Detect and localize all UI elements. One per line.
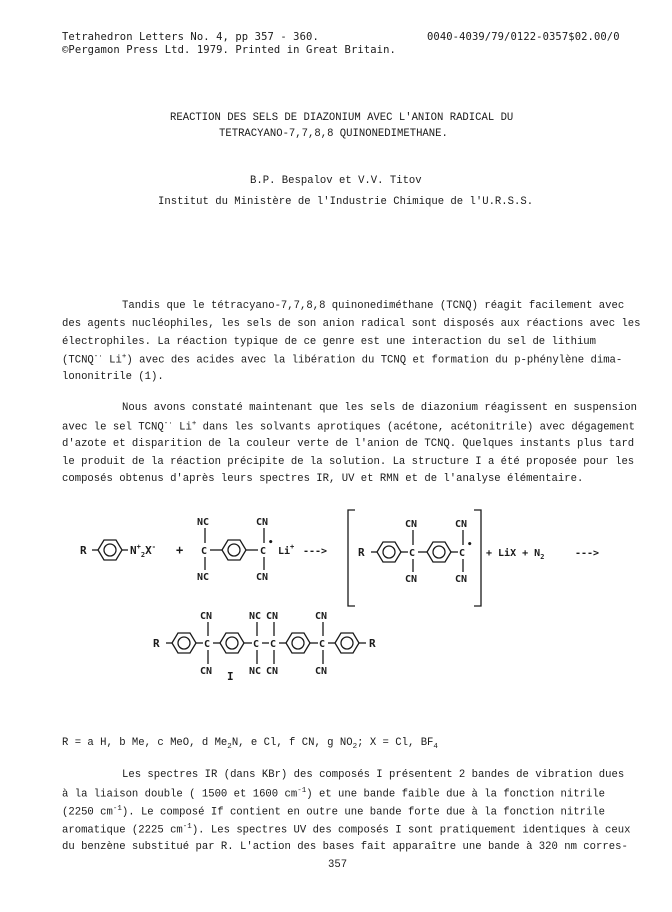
reaction-arrow-2: --->	[575, 548, 600, 559]
cn-label: CN	[266, 611, 279, 622]
para1-line-3: électrophiles. La réaction typique de ce genre est une interaction du sel de lithium	[62, 336, 597, 348]
plus-sign: +	[176, 543, 184, 557]
reaction-scheme	[0, 500, 672, 690]
affiliation: Institut du Ministère de l'Industrie Chimique de l'U.R.S.S.	[158, 196, 534, 208]
cn-label: CN	[266, 666, 279, 677]
para3-line-2: à la liaison double ( 1500 et 1600 $cm^{-1}$) et une bande faible due à la fonction nitrile	[62, 787, 606, 801]
c-atom: C	[204, 639, 211, 650]
para2-line-4: le produit de la réaction précipite de la solution. La structure I a été proposée pour les	[62, 456, 635, 468]
para3-line-3: (2250 $cm^{-1}$). Le composé If contient en outre une bande forte due à la fonction nitrile	[62, 805, 606, 819]
cn-label: CN	[256, 517, 269, 528]
cn-label: CN	[200, 611, 213, 622]
cn-label: CN	[405, 574, 418, 585]
compound-label: I	[227, 670, 234, 683]
title-line-1: REACTION DES SELS DE DIAZONIUM AVEC L'ANION RADICAL DU	[170, 112, 514, 124]
bracket-left	[348, 510, 355, 606]
para2-line-5: composés obtenus d'après leurs spectres IR, UV et RMN et de l'analyse élémentaire.	[62, 473, 584, 485]
para3-line-5: du benzène substitué par R. L'action des bases fait apparaître une bande à 320 nm corres-	[62, 841, 628, 853]
article-code: 0040-4039/79/0122-0357$02.00/0	[427, 31, 620, 43]
para2-line-3: d'azote et disparition de la couleur verte de l'anion de TCNQ. Quelques instants plus tard	[62, 438, 635, 450]
benzene-ring	[377, 542, 401, 562]
benzene-ring	[172, 633, 196, 653]
nc-label: NC	[249, 611, 262, 622]
bracket-right	[474, 510, 481, 606]
c-atom: C	[253, 639, 260, 650]
cn-label: CN	[455, 574, 468, 585]
para1-line-1: Tandis que le tétracyano-7,7,8,8 quinonediméthane (TCNQ) réagit facilement avec	[122, 300, 625, 312]
para1-line-4: (TCNQ-· Li+) avec des acides avec la libération du TCNQ et formation du p-phénylène dima-	[62, 353, 623, 367]
cn-label: CN	[315, 611, 328, 622]
c-atom: C	[201, 546, 208, 557]
para1-line-5: lononitrile (1).	[62, 371, 164, 383]
r-substituent: R	[80, 544, 87, 557]
para1-line-2: des agents nucléophiles, les sels de son anion radical sont disposés aux réactions avec les	[62, 318, 641, 330]
copyright-line: ©Pergamon Press Ltd. 1979. Printed in Great Britain.	[62, 44, 396, 56]
cn-label: CN	[315, 666, 328, 677]
cn-label: CN	[405, 519, 418, 530]
para2-line-1: Nous avons constaté maintenant que les sels de diazonium réagissent en suspension	[122, 402, 637, 414]
c-atom: C	[409, 548, 416, 559]
benzene-ring	[220, 633, 244, 653]
cn-label: CN	[256, 572, 269, 583]
authors: B.P. Bespalov et V.V. Titov	[250, 175, 422, 187]
aromatic-circle	[104, 544, 116, 556]
c-atom: C	[260, 546, 267, 557]
para3-line-1: Les spectres IR (dans KBr) des composés I présentent 2 bandes de vibration dues	[122, 769, 625, 781]
cn-label: CN	[455, 519, 468, 530]
substituent-definitions: R = a H, b Me, c MeO, d $Me_2N$, e Cl, f CN, g $NO_2$; X = Cl, $BF_4$	[62, 737, 438, 752]
radical-dot: •	[467, 540, 473, 550]
c-atom: C	[459, 548, 466, 559]
byproducts: + LiX + $N_2$	[486, 548, 545, 561]
nc-label: NC	[197, 572, 210, 583]
c-atom: C	[270, 639, 277, 650]
benzene-ring	[222, 540, 246, 560]
benzene-ring	[98, 540, 122, 560]
nc-label: NC	[249, 666, 262, 677]
cn-label: CN	[200, 666, 213, 677]
benzene-ring	[427, 542, 451, 562]
journal-citation: Tetrahedron Letters No. 4, pp 357 - 360.	[62, 31, 319, 43]
reaction-arrow-1: --->	[303, 546, 328, 557]
nc-label: NC	[197, 517, 210, 528]
r-substituent: R	[153, 637, 160, 650]
page-number: 357	[328, 859, 348, 871]
para2-line-2: avec le sel TCNQ-· Li+ dans les solvants aprotiques (acétone, acétonitrile) avec dégagement	[62, 420, 635, 434]
para3-line-4: aromatique (2225 $cm^{-1}$). Les spectres UV des composés I sont pratiquement identiques à ceux	[62, 823, 631, 837]
benzene-ring	[286, 633, 310, 653]
r-substituent: R	[358, 546, 365, 559]
benzene-ring	[335, 633, 359, 653]
r-substituent: R	[369, 637, 376, 650]
c-atom: C	[319, 639, 326, 650]
lithium-cation: Li+	[278, 543, 295, 557]
radical-dot: •	[268, 538, 274, 548]
diazonium-n2x: $N^+_2X^-$	[130, 543, 156, 559]
title-line-2: TETRACYANO-7,7,8,8 QUINONEDIMETHANE.	[219, 128, 448, 140]
